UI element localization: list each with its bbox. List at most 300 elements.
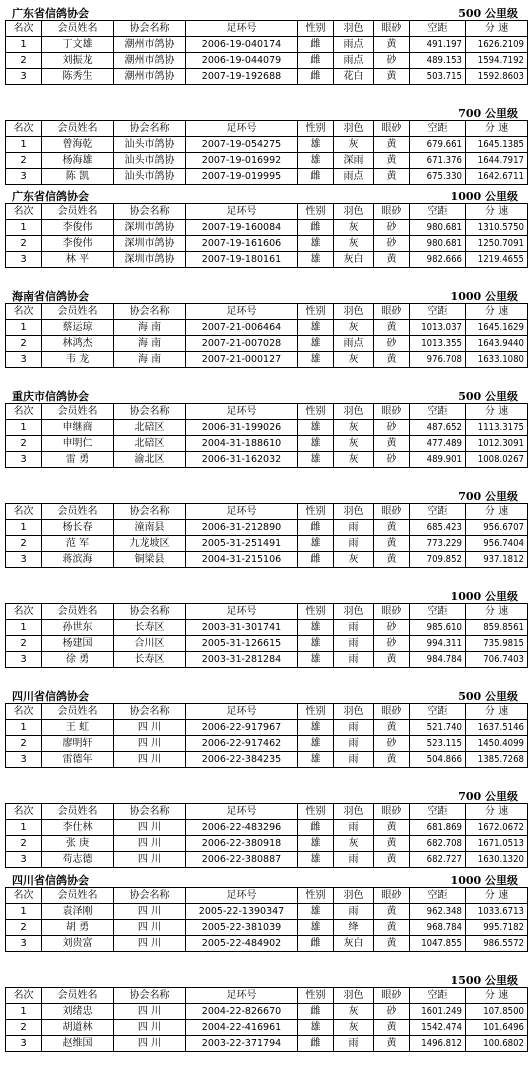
table-row xyxy=(6,852,528,868)
results-table xyxy=(5,803,528,868)
table-cell: 雄 xyxy=(298,336,334,352)
table-cell: 2003-31-281284 xyxy=(186,652,298,668)
header-row xyxy=(6,604,528,620)
table-cell: 1 xyxy=(6,904,42,920)
table-cell: 985.610 xyxy=(410,620,466,636)
column-header: 名次 xyxy=(6,504,42,520)
table-cell: 504.866 xyxy=(410,752,466,768)
table-cell: 杨长春 xyxy=(42,520,114,536)
table-cell: 3 xyxy=(6,936,42,952)
table-cell: 2005-31-126615 xyxy=(186,636,298,652)
column-header: 眼砂 xyxy=(374,988,410,1004)
table-cell: 3 xyxy=(6,252,42,268)
table-cell: 1 xyxy=(6,820,42,836)
table-cell: 黄 xyxy=(374,1036,410,1052)
column-header: 分 速 xyxy=(466,404,528,420)
table-row xyxy=(6,320,528,336)
table-cell: 黄 xyxy=(374,536,410,552)
column-header: 羽色 xyxy=(334,204,374,220)
table-cell: 1250.7091 xyxy=(466,236,528,252)
table-cell: 706.7403 xyxy=(466,652,528,668)
column-header: 性别 xyxy=(298,404,334,420)
distance-class: 1000 公里级 xyxy=(450,590,518,603)
table-cell: 3 xyxy=(6,452,42,468)
table-cell: 2006-19-044079 xyxy=(186,53,298,69)
table-cell: 1592.8603 xyxy=(466,69,528,85)
table-cell: 蔡运琼 xyxy=(42,320,114,336)
column-header: 羽色 xyxy=(334,21,374,37)
section-title-row xyxy=(0,971,532,987)
table-cell: 黄 xyxy=(374,352,410,368)
column-header: 性别 xyxy=(298,204,334,220)
table-cell: 雨 xyxy=(334,636,374,652)
distance-class: 1000 公里级 xyxy=(450,190,518,203)
table-cell: 灰 xyxy=(334,137,374,153)
table-cell: 李俊伟 xyxy=(42,236,114,252)
distance-class: 1500 公里级 xyxy=(450,974,518,987)
table-cell: 2003-22-371794 xyxy=(186,1036,298,1052)
header-row xyxy=(6,304,528,320)
table-cell: 长寿区 xyxy=(114,652,186,668)
table-cell: 2007-21-000127 xyxy=(186,352,298,368)
table-cell: 675.330 xyxy=(410,169,466,185)
table-cell: 雌 xyxy=(298,1004,334,1020)
table-cell: 雄 xyxy=(298,452,334,468)
results-table xyxy=(5,120,528,185)
table-row xyxy=(6,37,528,53)
table-cell: 477.489 xyxy=(410,436,466,452)
table-cell: 四 川 xyxy=(114,920,186,936)
table-cell: 雄 xyxy=(298,920,334,936)
table-cell: 雌 xyxy=(298,37,334,53)
table-cell: 深圳市鸽协 xyxy=(114,236,186,252)
table-cell: 2007-21-007028 xyxy=(186,336,298,352)
table-cell: 773.229 xyxy=(410,536,466,552)
column-header: 羽色 xyxy=(334,304,374,320)
table-cell: 雄 xyxy=(298,904,334,920)
column-header: 名次 xyxy=(6,21,42,37)
column-header: 空距 xyxy=(410,504,466,520)
results-table xyxy=(5,503,528,568)
column-header: 空距 xyxy=(410,888,466,904)
table-cell: 四 川 xyxy=(114,1004,186,1020)
table-cell: 980.681 xyxy=(410,220,466,236)
section-title-row xyxy=(0,687,532,703)
table-cell: 雨 xyxy=(334,536,374,552)
table-row xyxy=(6,452,528,468)
table-cell: 2007-19-180161 xyxy=(186,252,298,268)
table-cell: 潮州市鸽协 xyxy=(114,37,186,53)
column-header: 名次 xyxy=(6,204,42,220)
table-cell: 雨点 xyxy=(334,169,374,185)
table-row xyxy=(6,552,528,568)
table-cell: 994.311 xyxy=(410,636,466,652)
table-cell: 489.901 xyxy=(410,452,466,468)
table-cell: 绛 xyxy=(334,920,374,936)
table-cell: 1008.0267 xyxy=(466,452,528,468)
column-header: 协会名称 xyxy=(114,504,186,520)
table-cell: 雨 xyxy=(334,904,374,920)
table-cell: 四 川 xyxy=(114,904,186,920)
column-header: 协会名称 xyxy=(114,404,186,420)
column-header: 羽色 xyxy=(334,988,374,1004)
table-cell: 962.348 xyxy=(410,904,466,920)
table-cell: 2005-22-1390347 xyxy=(186,904,298,920)
table-cell: 1219.4655 xyxy=(466,252,528,268)
table-cell: 2005-22-381039 xyxy=(186,920,298,936)
table-row xyxy=(6,620,528,636)
table-cell: 黄 xyxy=(374,137,410,153)
table-row xyxy=(6,153,528,169)
table-cell: 1012.3091 xyxy=(466,436,528,452)
column-header: 眼砂 xyxy=(374,404,410,420)
table-cell: 潼南县 xyxy=(114,520,186,536)
table-cell: 1 xyxy=(6,420,42,436)
table-row xyxy=(6,1020,528,1036)
column-header: 协会名称 xyxy=(114,304,186,320)
results-table xyxy=(5,887,528,952)
table-cell: 雨 xyxy=(334,736,374,752)
table-cell: 2 xyxy=(6,536,42,552)
table-cell: 2007-19-054275 xyxy=(186,137,298,153)
table-cell: 雨 xyxy=(334,820,374,836)
table-cell: 曾海乾 xyxy=(42,137,114,153)
table-cell: 雄 xyxy=(298,852,334,868)
table-cell: 海 南 xyxy=(114,352,186,368)
table-cell: 砂 xyxy=(374,620,410,636)
header-row xyxy=(6,804,528,820)
column-header: 羽色 xyxy=(334,704,374,720)
table-cell: 3 xyxy=(6,69,42,85)
table-cell: 范 军 xyxy=(42,536,114,552)
table-cell: 雄 xyxy=(298,436,334,452)
column-header: 足环号 xyxy=(186,121,298,137)
table-cell: 黄 xyxy=(374,37,410,53)
table-cell: 2 xyxy=(6,153,42,169)
table-cell: 107.8500 xyxy=(466,1004,528,1020)
column-header: 性别 xyxy=(298,704,334,720)
distance-class: 500 公里级 xyxy=(458,7,518,20)
table-cell: 1637.5146 xyxy=(466,720,528,736)
column-header: 分 速 xyxy=(466,121,528,137)
table-cell: 2006-31-162032 xyxy=(186,452,298,468)
table-cell: 汕头市鸽协 xyxy=(114,137,186,153)
column-header: 羽色 xyxy=(334,504,374,520)
column-header: 空距 xyxy=(410,204,466,220)
section-title-row xyxy=(0,487,532,503)
table-row xyxy=(6,1004,528,1020)
table-cell: 李仕林 xyxy=(42,820,114,836)
table-cell: 2006-22-917967 xyxy=(186,720,298,736)
table-cell: 984.784 xyxy=(410,652,466,668)
table-cell: 679.661 xyxy=(410,137,466,153)
column-header: 名次 xyxy=(6,804,42,820)
table-cell: 1 xyxy=(6,320,42,336)
column-header: 会员姓名 xyxy=(42,121,114,137)
table-cell: 956.6707 xyxy=(466,520,528,536)
column-header: 羽色 xyxy=(334,604,374,620)
table-cell: 685.423 xyxy=(410,520,466,536)
table-cell: 海 南 xyxy=(114,320,186,336)
table-cell: 2004-22-826670 xyxy=(186,1004,298,1020)
header-row xyxy=(6,704,528,720)
table-cell: 雄 xyxy=(298,320,334,336)
table-cell: 3 xyxy=(6,169,42,185)
table-row xyxy=(6,236,528,252)
table-cell: 1 xyxy=(6,1004,42,1020)
column-header: 会员姓名 xyxy=(42,804,114,820)
table-cell: 砂 xyxy=(374,1004,410,1020)
column-header: 足环号 xyxy=(186,704,298,720)
table-cell: 韦 龙 xyxy=(42,352,114,368)
table-cell: 灰 xyxy=(334,320,374,336)
table-cell: 黄 xyxy=(374,520,410,536)
results-table xyxy=(5,987,528,1052)
column-header: 空距 xyxy=(410,604,466,620)
table-cell: 1 xyxy=(6,137,42,153)
table-cell: 1630.1320 xyxy=(466,852,528,868)
table-row xyxy=(6,420,528,436)
table-cell: 廖明轩 xyxy=(42,736,114,752)
table-cell: 丁文雄 xyxy=(42,37,114,53)
table-cell: 2006-22-380918 xyxy=(186,836,298,852)
column-header: 协会名称 xyxy=(114,21,186,37)
table-cell: 四 川 xyxy=(114,1020,186,1036)
table-row xyxy=(6,652,528,668)
association-name: 广东省信鸽协会 xyxy=(12,7,89,20)
results-table xyxy=(5,20,528,85)
table-cell: 3 xyxy=(6,352,42,368)
table-cell: 陈秀生 xyxy=(42,69,114,85)
column-header: 眼砂 xyxy=(374,304,410,320)
distance-class: 1000 公里级 xyxy=(450,874,518,887)
table-cell: 976.708 xyxy=(410,352,466,368)
table-cell: 雌 xyxy=(298,220,334,236)
table-cell: 黄 xyxy=(374,1020,410,1036)
table-cell: 灰 xyxy=(334,220,374,236)
table-cell: 986.5572 xyxy=(466,936,528,952)
section-5 xyxy=(0,387,532,468)
table-cell: 2 xyxy=(6,920,42,936)
table-cell: 雨 xyxy=(334,720,374,736)
results-table xyxy=(5,303,528,368)
table-cell: 雌 xyxy=(298,520,334,536)
table-cell: 3 xyxy=(6,1036,42,1052)
table-cell: 2006-22-917462 xyxy=(186,736,298,752)
results-table xyxy=(5,203,528,268)
table-cell: 2004-31-215106 xyxy=(186,552,298,568)
table-cell: 胡道林 xyxy=(42,1020,114,1036)
column-header: 分 速 xyxy=(466,888,528,904)
table-cell: 1672.0672 xyxy=(466,820,528,836)
table-cell: 735.9815 xyxy=(466,636,528,652)
table-cell: 2 xyxy=(6,236,42,252)
column-header: 会员姓名 xyxy=(42,204,114,220)
table-cell: 雄 xyxy=(298,636,334,652)
column-header: 协会名称 xyxy=(114,888,186,904)
table-cell: 林鸿杰 xyxy=(42,336,114,352)
table-cell: 491.197 xyxy=(410,37,466,53)
table-cell: 2007-19-161606 xyxy=(186,236,298,252)
column-header: 会员姓名 xyxy=(42,21,114,37)
table-cell: 汕头市鸽协 xyxy=(114,169,186,185)
column-header: 足环号 xyxy=(186,604,298,620)
column-header: 性别 xyxy=(298,504,334,520)
table-cell: 杨建国 xyxy=(42,636,114,652)
column-header: 会员姓名 xyxy=(42,604,114,620)
column-header: 会员姓名 xyxy=(42,704,114,720)
column-header: 性别 xyxy=(298,21,334,37)
table-cell: 2007-19-016992 xyxy=(186,153,298,169)
column-header: 名次 xyxy=(6,604,42,620)
table-cell: 灰 xyxy=(334,352,374,368)
table-cell: 1643.9440 xyxy=(466,336,528,352)
table-cell: 2006-31-212890 xyxy=(186,520,298,536)
header-row xyxy=(6,504,528,520)
column-header: 足环号 xyxy=(186,804,298,820)
table-cell: 1642.6711 xyxy=(466,169,528,185)
table-cell: 雄 xyxy=(298,652,334,668)
table-cell: 灰 xyxy=(334,836,374,852)
table-cell: 2 xyxy=(6,336,42,352)
table-row xyxy=(6,1036,528,1052)
table-row xyxy=(6,636,528,652)
table-row xyxy=(6,169,528,185)
section-title-row xyxy=(0,871,532,887)
column-header: 协会名称 xyxy=(114,604,186,620)
header-row xyxy=(6,404,528,420)
column-header: 空距 xyxy=(410,304,466,320)
table-row xyxy=(6,536,528,552)
table-cell: 铜梁县 xyxy=(114,552,186,568)
table-cell: 雨 xyxy=(334,652,374,668)
table-cell: 雨 xyxy=(334,1036,374,1052)
table-cell: 胡 勇 xyxy=(42,920,114,936)
distance-class: 500 公里级 xyxy=(458,690,518,703)
table-cell: 101.6496 xyxy=(466,1020,528,1036)
table-cell: 灰 xyxy=(334,1020,374,1036)
table-cell: 四 川 xyxy=(114,752,186,768)
table-cell: 100.6802 xyxy=(466,1036,528,1052)
table-cell: 雷德年 xyxy=(42,752,114,768)
column-header: 足环号 xyxy=(186,21,298,37)
table-cell: 雄 xyxy=(298,836,334,852)
table-cell: 雄 xyxy=(298,620,334,636)
table-cell: 灰 xyxy=(334,420,374,436)
column-header: 足环号 xyxy=(186,204,298,220)
table-cell: 523.115 xyxy=(410,736,466,752)
table-cell: 1645.1629 xyxy=(466,320,528,336)
column-header: 协会名称 xyxy=(114,204,186,220)
table-cell: 1626.2109 xyxy=(466,37,528,53)
column-header: 空距 xyxy=(410,21,466,37)
table-row xyxy=(6,69,528,85)
distance-class: 1000 公里级 xyxy=(450,290,518,303)
section-2 xyxy=(0,104,532,185)
column-header: 名次 xyxy=(6,988,42,1004)
table-cell: 黄 xyxy=(374,752,410,768)
table-row xyxy=(6,752,528,768)
table-cell: 1 xyxy=(6,620,42,636)
table-cell: 黄 xyxy=(374,720,410,736)
table-cell: 2004-31-188610 xyxy=(186,436,298,452)
table-cell: 杨海雄 xyxy=(42,153,114,169)
section-title-row xyxy=(0,387,532,403)
header-row xyxy=(6,21,528,37)
table-cell: 2006-22-380887 xyxy=(186,852,298,868)
table-cell: 2 xyxy=(6,436,42,452)
column-header: 会员姓名 xyxy=(42,304,114,320)
table-cell: 黄 xyxy=(374,936,410,952)
section-8 xyxy=(0,687,532,768)
table-cell: 刘振龙 xyxy=(42,53,114,69)
column-header: 空距 xyxy=(410,121,466,137)
table-cell: 砂 xyxy=(374,736,410,752)
table-cell: 黄 xyxy=(374,153,410,169)
table-cell: 陈 凯 xyxy=(42,169,114,185)
table-cell: 雄 xyxy=(298,720,334,736)
table-cell: 3 xyxy=(6,852,42,868)
table-cell: 雨点 xyxy=(334,336,374,352)
table-cell: 申明仁 xyxy=(42,436,114,452)
section-title-row xyxy=(0,4,532,20)
table-cell: 长寿区 xyxy=(114,620,186,636)
table-cell: 1671.0513 xyxy=(466,836,528,852)
association-name: 四川省信鸽协会 xyxy=(12,874,89,887)
table-cell: 2 xyxy=(6,53,42,69)
column-header: 眼砂 xyxy=(374,804,410,820)
table-cell: 937.1812 xyxy=(466,552,528,568)
table-cell: 砂 xyxy=(374,452,410,468)
table-cell: 980.681 xyxy=(410,236,466,252)
table-cell: 487.652 xyxy=(410,420,466,436)
table-cell: 黄 xyxy=(374,820,410,836)
table-cell: 雌 xyxy=(298,820,334,836)
section-11 xyxy=(0,971,532,1052)
table-cell: 黄 xyxy=(374,552,410,568)
table-cell: 2007-19-160084 xyxy=(186,220,298,236)
table-cell: 雄 xyxy=(298,420,334,436)
table-cell: 四 川 xyxy=(114,1036,186,1052)
section-title-row xyxy=(0,787,532,803)
table-cell: 995.7182 xyxy=(466,920,528,936)
table-cell: 681.869 xyxy=(410,820,466,836)
column-header: 足环号 xyxy=(186,504,298,520)
table-cell: 雌 xyxy=(298,169,334,185)
column-header: 眼砂 xyxy=(374,21,410,37)
column-header: 分 速 xyxy=(466,604,528,620)
association-name: 四川省信鸽协会 xyxy=(12,690,89,703)
section-7 xyxy=(0,587,532,668)
header-row xyxy=(6,888,528,904)
table-cell: 四 川 xyxy=(114,720,186,736)
table-cell: 雨点 xyxy=(334,37,374,53)
column-header: 性别 xyxy=(298,304,334,320)
column-header: 性别 xyxy=(298,888,334,904)
table-cell: 徐 勇 xyxy=(42,652,114,668)
table-cell: 雄 xyxy=(298,137,334,153)
table-cell: 灰 xyxy=(334,552,374,568)
table-cell: 雌 xyxy=(298,1036,334,1052)
table-cell: 砂 xyxy=(374,336,410,352)
column-header: 空距 xyxy=(410,804,466,820)
header-row xyxy=(6,121,528,137)
column-header: 足环号 xyxy=(186,304,298,320)
table-cell: 1033.6713 xyxy=(466,904,528,920)
table-cell: 黄 xyxy=(374,320,410,336)
table-cell: 合川区 xyxy=(114,636,186,652)
table-cell: 1633.1080 xyxy=(466,352,528,368)
